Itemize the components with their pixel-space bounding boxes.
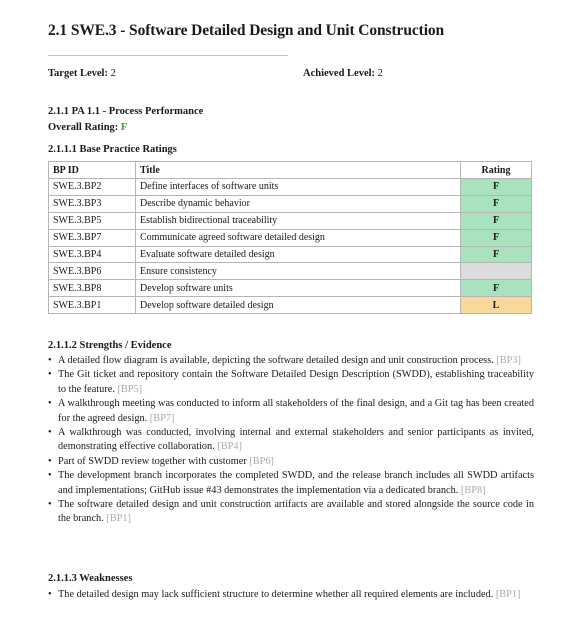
bp-reference: [BP7] bbox=[149, 412, 175, 424]
bp-rating-cell: F bbox=[461, 246, 532, 263]
bp-reference: [BP8] bbox=[460, 484, 486, 496]
item-text: A walkthrough meeting was conducted to inform all stakeholders of the final design, and a Git tag has been created for the agreed design. bbox=[58, 398, 534, 424]
item-text: A walkthrough was conducted, involving internal and external stakeholders and senior participants as invited, demonstrating effective collaboration. bbox=[58, 427, 534, 453]
bp-ratings-table bbox=[48, 161, 532, 314]
bp-rating-cell: F bbox=[461, 229, 532, 246]
col-header-title: Title bbox=[136, 162, 461, 179]
bp-reference: [BP4] bbox=[217, 441, 242, 453]
weaknesses-list bbox=[48, 588, 534, 602]
bp-reference: [BP5] bbox=[117, 383, 143, 395]
list-item bbox=[48, 588, 534, 602]
item-text: The Git ticket and repository contain the Software Detailed Design Description (SWDD), establishing traceability to the feature. bbox=[58, 369, 534, 395]
overall-rating-value: F bbox=[120, 122, 128, 133]
bp-rating-cell bbox=[461, 263, 532, 280]
strengths-heading: 2.1.1.2 Strengths / Evidence bbox=[48, 340, 172, 351]
table-row bbox=[49, 263, 532, 280]
item-text: The detailed design may lack sufficient structure to determine whether all required elements are included. bbox=[58, 589, 494, 600]
bp-reference: [BP3] bbox=[496, 355, 521, 366]
pa-heading: 2.1.1 PA 1.1 - Process Performance bbox=[48, 106, 204, 117]
bp-id-cell: SWE.3.BP3 bbox=[49, 195, 136, 212]
bp-rating-cell: F bbox=[461, 195, 532, 212]
list-item bbox=[48, 354, 534, 368]
target-level bbox=[48, 68, 116, 79]
table-row bbox=[49, 179, 532, 196]
bp-rating-cell: F bbox=[461, 212, 532, 229]
list-item bbox=[48, 498, 534, 527]
item-text: The software detailed design and unit construction artifacts are available and stored alongside the source code in the branch. bbox=[58, 499, 534, 525]
title-underline bbox=[48, 55, 288, 56]
bp-id-cell: SWE.3.BP1 bbox=[49, 297, 136, 314]
col-header-bp-id: BP ID bbox=[49, 162, 136, 179]
bp-title-cell: Establish bidirectional traceability bbox=[136, 212, 461, 229]
bp-title-cell: Communicate agreed software detailed design bbox=[136, 229, 461, 246]
bp-title-cell: Describe dynamic behavior bbox=[136, 195, 461, 212]
bp-rating-cell: F bbox=[461, 280, 532, 297]
list-item bbox=[48, 368, 534, 397]
bp-id-cell: SWE.3.BP7 bbox=[49, 229, 136, 246]
col-header-rating: Rating bbox=[461, 162, 532, 179]
table-row bbox=[49, 195, 532, 212]
bp-id-cell: SWE.3.BP2 bbox=[49, 179, 136, 196]
bp-title-cell: Develop software detailed design bbox=[136, 297, 461, 314]
target-level-value: 2 bbox=[110, 68, 116, 79]
table-body bbox=[49, 179, 532, 314]
achieved-level-label: Achieved Level: bbox=[303, 68, 376, 79]
bp-id-cell: SWE.3.BP4 bbox=[49, 246, 136, 263]
table-row bbox=[49, 280, 532, 297]
list-item bbox=[48, 469, 534, 498]
bp-title-cell: Ensure consistency bbox=[136, 263, 461, 280]
bp-reference: [BP1] bbox=[106, 513, 131, 525]
table-row bbox=[49, 212, 532, 229]
table-row bbox=[49, 229, 532, 246]
bp-id-cell: SWE.3.BP5 bbox=[49, 212, 136, 229]
bp-title-cell: Develop software units bbox=[136, 280, 461, 297]
bp-rating-cell: L bbox=[461, 297, 532, 314]
bp-title-cell: Evaluate software detailed design bbox=[136, 246, 461, 263]
achieved-level bbox=[303, 68, 383, 79]
list-item bbox=[48, 397, 534, 426]
weaknesses-heading: 2.1.1.3 Weaknesses bbox=[48, 573, 133, 584]
bp-rating-cell: F bbox=[461, 179, 532, 196]
list-item bbox=[48, 426, 534, 455]
bp-id-cell: SWE.3.BP8 bbox=[49, 280, 136, 297]
item-text: The development branch incorporates the completed SWDD, and the release branch includes all SWDD artifacts and implementations; GitHub issue #43 demonstrates the implementation via a dedicated branch. bbox=[58, 470, 534, 496]
table-row bbox=[49, 297, 532, 314]
section-title: 2.1 SWE.3 - Software Detailed Design and Unit Construction bbox=[48, 22, 445, 39]
bp-title-cell: Define interfaces of software units bbox=[136, 179, 461, 196]
bp-id-cell: SWE.3.BP6 bbox=[49, 263, 136, 280]
list-item bbox=[48, 455, 534, 469]
table-row bbox=[49, 246, 532, 263]
item-text: A detailed flow diagram is available, depicting the software detailed design and unit construction process. bbox=[58, 355, 494, 366]
overall-rating-label: Overall Rating: bbox=[48, 122, 119, 133]
strengths-list bbox=[48, 354, 534, 527]
achieved-level-value: 2 bbox=[377, 68, 383, 79]
item-text: Part of SWDD review together with customer bbox=[58, 455, 247, 467]
bp-heading: 2.1.1.1 Base Practice Ratings bbox=[48, 144, 177, 155]
bp-reference: [BP1] bbox=[495, 589, 521, 600]
target-level-label: Target Level: bbox=[48, 68, 108, 79]
table-header-row bbox=[49, 162, 532, 179]
overall-rating bbox=[48, 122, 127, 133]
bp-reference: [BP6] bbox=[249, 455, 274, 467]
